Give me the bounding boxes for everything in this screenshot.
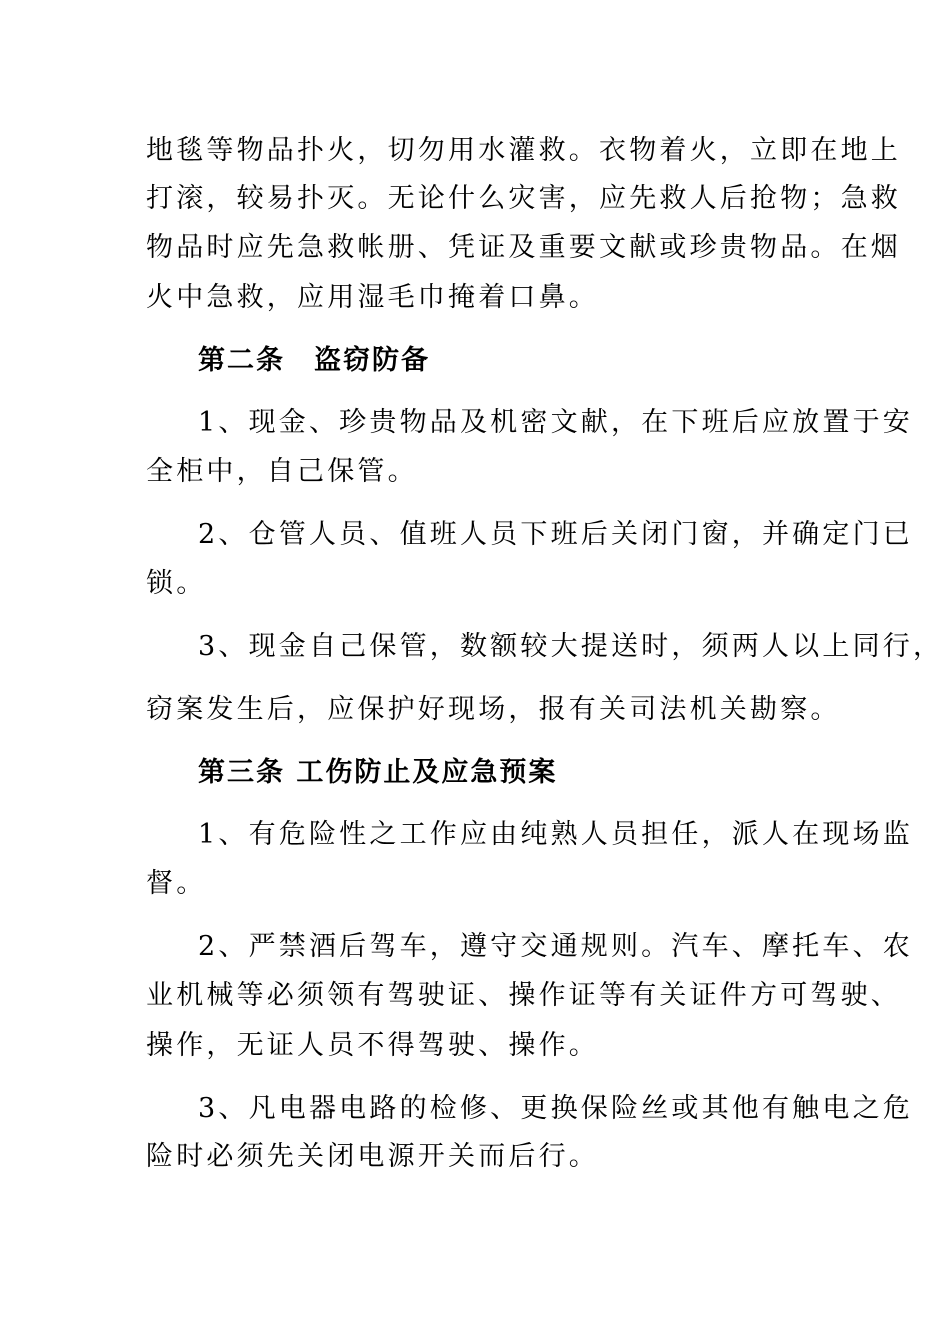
paragraph-line: 全柜中，自己保管。 <box>146 456 418 487</box>
paragraph-line: 1、现金、珍贵物品及机密文献，在下班后应放置于安 <box>198 407 913 438</box>
paragraph-line: 打滚，较易扑灭。无论什么灾害，应先救人后抢物；急救 <box>146 183 901 214</box>
paragraph-line: 2、严禁酒后驾车，遵守交通规则。汽车、摩托车、农 <box>198 931 913 962</box>
section-heading-3: 第三条 工伤防止及应急预案 <box>198 757 558 788</box>
paragraph-line: 督。 <box>146 868 207 899</box>
paragraph-line: 锁。 <box>146 568 207 599</box>
paragraph-line: 险时必须先关闭电源开关而后行。 <box>146 1141 599 1172</box>
paragraph-line: 物品时应先急救帐册、凭证及重要文献或珍贵物品。在烟 <box>146 232 901 263</box>
paragraph-line: 1、有危险性之工作应由纯熟人员担任，派人在现场监 <box>198 819 913 850</box>
paragraph-line: 操作，无证人员不得驾驶、操作。 <box>146 1030 599 1061</box>
paragraph-line: 业机械等必须领有驾驶证、操作证等有关证件方可驾驶、 <box>146 980 901 1011</box>
paragraph-line: 火中急救，应用湿毛巾掩着口鼻。 <box>146 282 599 313</box>
paragraph-line: 2、仓管人员、值班人员下班后关闭门窗，并确定门已 <box>198 519 913 550</box>
paragraph-line: 3、凡电器电路的检修、更换保险丝或其他有触电之危 <box>198 1093 913 1124</box>
paragraph-line: 地毯等物品扑火，切勿用水灌救。衣物着火，立即在地上 <box>146 135 901 166</box>
paragraph-line: 3、现金自己保管，数额较大提送时，须两人以上同行， <box>198 631 944 662</box>
paragraph-line: 窃案发生后，应保护好现场，报有关司法机关勘察。 <box>146 694 841 725</box>
section-heading-2: 第二条 盗窃防备 <box>198 345 430 376</box>
